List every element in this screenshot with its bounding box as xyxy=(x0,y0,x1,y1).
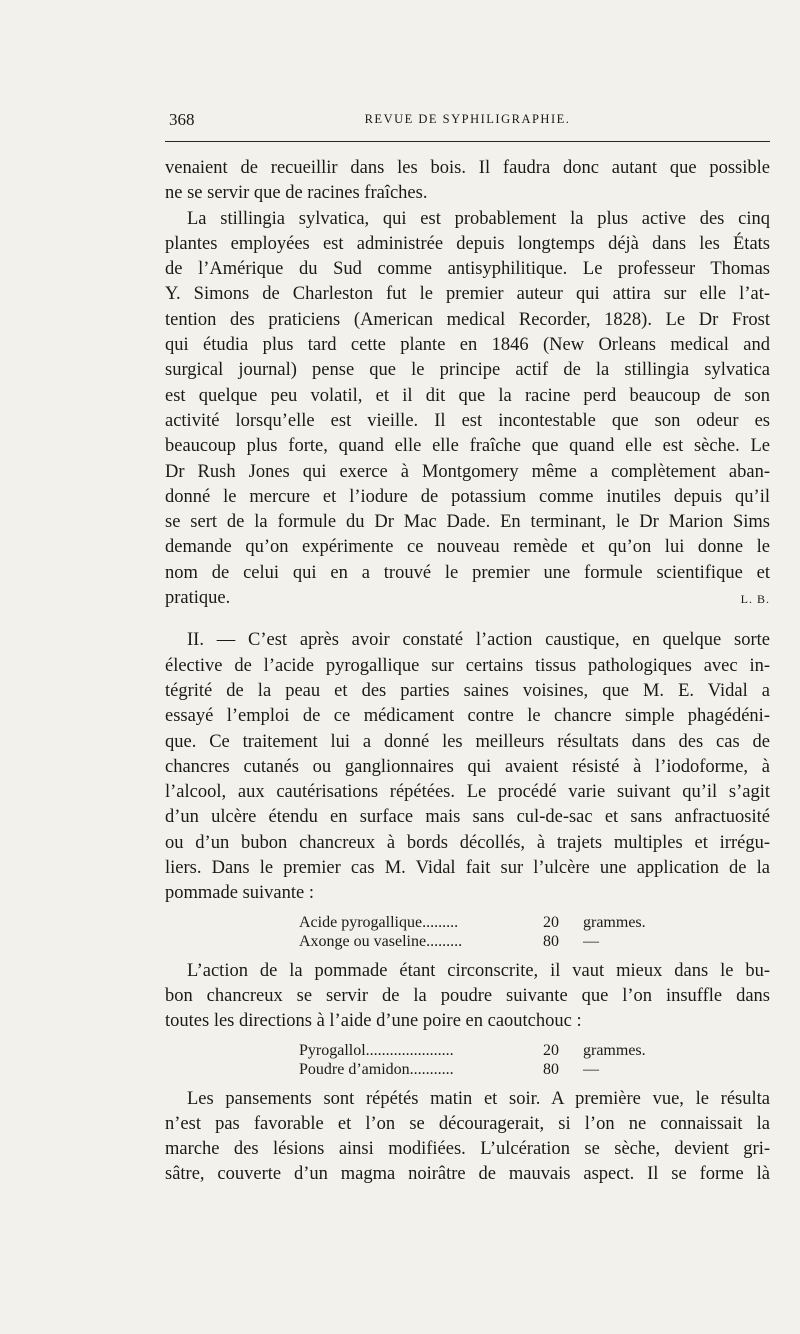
text-line: La stillingia sylvatica, qui est probablement la plus active des cinq xyxy=(187,208,770,229)
text-line: Les pansements sont répétés matin et soir. A première vue, le résulta xyxy=(187,1088,770,1109)
text-line: tention des praticiens (American medical Recorder, 1828). Le Dr Frost xyxy=(165,309,770,330)
page-number: 368 xyxy=(169,110,195,129)
text-line: liers. Dans le premier cas M. Vidal fait sur l’ulcère une application de la xyxy=(165,858,770,879)
section-pyrogallic xyxy=(165,628,770,906)
text-line: bon chancreux se servir de la poudre suivante que l’on insuffle dans xyxy=(165,985,770,1006)
ingredient-name: Acide pyrogallique......... xyxy=(299,913,459,931)
text-line: toutes les directions à l’aide d’une poire en caoutchouc : xyxy=(165,1011,582,1032)
ingredient-quantity: 20 xyxy=(543,913,559,931)
text-line: marche des lésions ainsi modifiées. L’ulcération se sèche, devient gri- xyxy=(165,1139,770,1160)
text-line: chancres cutanés ou ganglionnaires qui avaient résisté à l’iodoforme, à xyxy=(165,756,770,777)
ingredient-quantity: 80 xyxy=(543,1060,559,1078)
text-line: demande qu’on expérimente ce nouveau remède et qu’on lui donne le xyxy=(165,537,770,558)
formula-pommade xyxy=(165,913,770,951)
ingredient-quantity: 80 xyxy=(543,932,559,950)
text-line: L’action de la pommade étant circonscrite, il vaut mieux dans le bu- xyxy=(187,960,770,981)
text-line: ou d’un bubon chancreux à bords décollés, à trajets multiples et irrégu- xyxy=(165,832,770,853)
text-line: l’alcool, aux cautérisations répétées. Le procédé varie suivant qu’il s’agit xyxy=(165,782,770,803)
text-line: pommade suivante : xyxy=(165,883,314,904)
text-line: Dr Rush Jones qui exerce à Montgomery même a complètement aban- xyxy=(165,461,770,482)
ingredient-quantity: 20 xyxy=(543,1041,559,1059)
section-stillingia xyxy=(165,156,770,586)
closing-word: pratique. xyxy=(165,588,231,609)
formula-row xyxy=(299,1060,770,1079)
text-line: tégrité de la peau et des parties saines voisines, que M. E. Vidal a xyxy=(165,680,770,701)
text-line: se sert de la formule du Dr Mac Dade. En terminant, le Dr Marion Sims xyxy=(165,512,770,533)
section-gap xyxy=(165,612,770,628)
text-line: est quelque peu volatil, et il dit que la racine perd beaucoup de son xyxy=(165,385,770,406)
body-text xyxy=(165,156,770,1188)
formula-row xyxy=(299,913,770,932)
text-line: plantes employées est administrée depuis longtemps déjà dans les États xyxy=(165,233,770,254)
text-line: sâtre, couverte d’un magma noirâtre de mauvais aspect. Il se forme là xyxy=(165,1164,770,1185)
text-line: nom de celui qui en a trouvé le premier une formule scientifique et xyxy=(165,562,770,583)
text-line: beaucoup plus forte, quand elle elle fraîche que quand elle est sèche. Le xyxy=(165,436,770,457)
text-line: venaient de recueillir dans les bois. Il faudra donc autant que possible xyxy=(165,158,770,178)
text-line: ne se servir que de racines fraîches. xyxy=(165,183,428,204)
text-line: que. Ce traitement lui a donné les meilleurs résultats dans des cas de xyxy=(165,731,770,752)
formula-poudre xyxy=(165,1041,770,1079)
ingredient-unit: — xyxy=(583,932,599,950)
section-pansements xyxy=(165,1087,770,1188)
formula-row xyxy=(299,932,770,951)
text-line: qui étudia plus tard cette plante en 1846 (New Orleans medical and xyxy=(165,335,770,356)
ingredient-name: Poudre d’amidon........... xyxy=(299,1060,454,1078)
text-line: donné le mercure et l’iodure de potassium comme inutiles depuis qu’il xyxy=(165,486,770,507)
closing-line xyxy=(165,586,770,612)
ingredient-unit: grammes. xyxy=(583,1041,646,1059)
running-title: REVUE DE SYPHILIGRAPHIE. xyxy=(364,112,571,126)
ingredient-name: Pyrogallol...................... xyxy=(299,1041,454,1059)
formula-row xyxy=(299,1041,770,1060)
header-rule xyxy=(165,141,770,142)
ingredient-unit: grammes. xyxy=(583,913,646,931)
text-line: essayé l’emploi de ce médicament contre le chancre simple phagédéni- xyxy=(165,706,770,727)
text-line: activité lorsqu’elle est vieille. Il est incontestable que son odeur es xyxy=(165,410,770,431)
ingredient-name: Axonge ou vaseline......... xyxy=(299,932,463,950)
page-header xyxy=(165,110,770,142)
text-line: n’est pas favorable et l’on se découragerait, si l’on ne connaissait la xyxy=(165,1113,770,1134)
signature: L. B. xyxy=(740,592,770,607)
ingredient-unit: — xyxy=(583,1060,599,1078)
text-line: d’un ulcère étendu en surface mais sans cul-de-sac et sans anfractuosité xyxy=(165,807,770,828)
text-line: élective de l’acide pyrogallique sur certains tissus pathologiques avec in- xyxy=(165,655,770,676)
text-line: de l’Amérique du Sud comme antisyphilitique. Le professeur Thomas xyxy=(165,259,770,280)
text-line: Y. Simons de Charleston fut le premier auteur qui attira sur elle l’at- xyxy=(165,284,770,305)
section-powder-intro xyxy=(165,959,770,1035)
text-line: surgical journal) pense que le principe actif de la stillingia sylvatica xyxy=(165,360,770,381)
text-line: II. — C’est après avoir constaté l’action caustique, en quelque sorte xyxy=(187,630,770,651)
